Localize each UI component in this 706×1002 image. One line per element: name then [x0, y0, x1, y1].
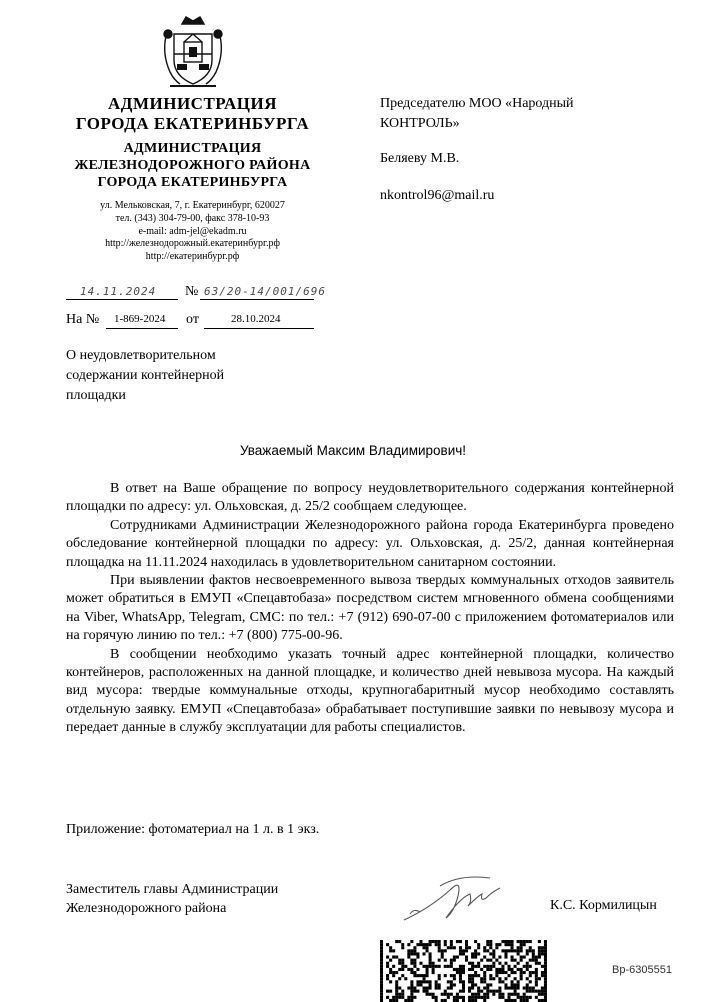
body-paragraph-2: Сотрудниками Администрации Железнодорожного района города Екатеринбурга проведено обследование контейнерной площадки по адресу: ул. Ольховская, д. 25/2, данная контейнерная площадка на 11.11.2024 находилась в удовлетворительном санитарном состоянии.	[66, 517, 674, 570]
sender-org-line2: ГОРОДА ЕКАТЕРИНБУРГА	[75, 114, 310, 133]
reference-number-line	[106, 328, 178, 329]
reference-from-label: от	[186, 312, 199, 327]
sender-site1: http://железнодорожный.екатеринбург.рф	[105, 238, 280, 250]
reference-date-line	[204, 328, 314, 329]
sender-dept-line3: ГОРОДА ЕКАТЕРИНБУРГА	[97, 175, 288, 190]
reference-label: На №	[66, 312, 100, 327]
registration-number-label: №	[185, 284, 199, 299]
sender-address: ул. Мельковская, 7, г. Екатеринбург, 620027	[100, 200, 285, 211]
sender-dept	[40, 140, 345, 191]
addressee-name: Беляеву М.В.	[380, 151, 460, 166]
letter-subject: О неудовлетворительном содержании контейнерной площадки	[66, 348, 225, 403]
letter-greeting: Уважаемый Максим Владимирович!	[239, 443, 467, 458]
body-paragraph-4: В сообщении необходимо указать точный адрес контейнерной площадки, количество контейнеров, расположенных на данной площадке, и количество дней невывоза мусора. На каждый вид мусора: твердые коммунальные отходы, крупногабаритный мусор необходимо составлять отдельную заявку. ЕМУП «Спецавтобаза» обрабатывает поступившие заявки по невывозу мусора и передает данные в службу эксплуатации для работы специалистов.	[66, 646, 674, 736]
signatory-position-line2: Железнодорожного района	[66, 901, 227, 916]
registration-number: 63/20-14/001/696	[204, 285, 326, 298]
reference-date: 28.10.2024	[231, 313, 281, 325]
signatory-position-line1: Заместитель главы Администрации	[66, 882, 279, 897]
sender-dept-line1: АДМИНИСТРАЦИЯ	[123, 141, 262, 156]
registration-date-line	[66, 299, 178, 300]
sender-dept-line2: ЖЕЛЕЗНОДОРОЖНОГО РАЙОНА	[74, 158, 311, 173]
sender-org	[40, 94, 345, 134]
sender-phone: тел. (343) 304-79-00, факс 378-10-93	[115, 212, 270, 224]
attachment-note: Приложение: фотоматериал на 1 л. в 1 экз.	[66, 822, 320, 837]
sender-site2: http://екатеринбург.рф	[145, 251, 240, 263]
sender-contacts	[40, 200, 345, 264]
city-emblem-icon	[160, 14, 226, 90]
addressee-email: nkontrol96@mail.ru	[380, 188, 495, 203]
document-barcode-icon	[380, 940, 550, 1002]
handwritten-signature-icon	[400, 868, 510, 928]
reference-number: 1-869-2024	[114, 313, 166, 325]
registration-number-line	[200, 299, 314, 300]
addressee-org: Председателю МОО «Народный КОНТРОЛЬ»	[380, 96, 574, 131]
sender-org-line1: АДМИНИСТРАЦИЯ	[107, 94, 277, 113]
signatory-name: К.С. Кормилицын	[550, 898, 657, 913]
body-paragraph-1: В ответ на Ваше обращение по вопросу неудовлетворительного содержания контейнерной площадки по адресу: ул. Ольховская, д. 25/2 сообщаем следующее.	[66, 481, 674, 515]
signatory-position	[66, 880, 278, 918]
sender-email: e-mail: adm-jel@ekadm.ru	[138, 225, 247, 237]
body-paragraph-3: При выявлении фактов несвоевременного вывоза твердых коммунальных отходов заявитель может обратиться в ЕМУП «Спецавтобаза» посредством систем мгновенного обмена сообщениями на Viber, WhatsApp, Telegram, СМС: по тел.: +7 (912) 690-07-00 с приложением фотоматериалов или на горячую линию по тел.: +7 (800) 775-00-96.	[66, 573, 674, 644]
registration-date: 14.11.2024	[80, 285, 157, 298]
letter-body	[66, 480, 674, 738]
document-id: Вр-6305551	[612, 964, 672, 976]
